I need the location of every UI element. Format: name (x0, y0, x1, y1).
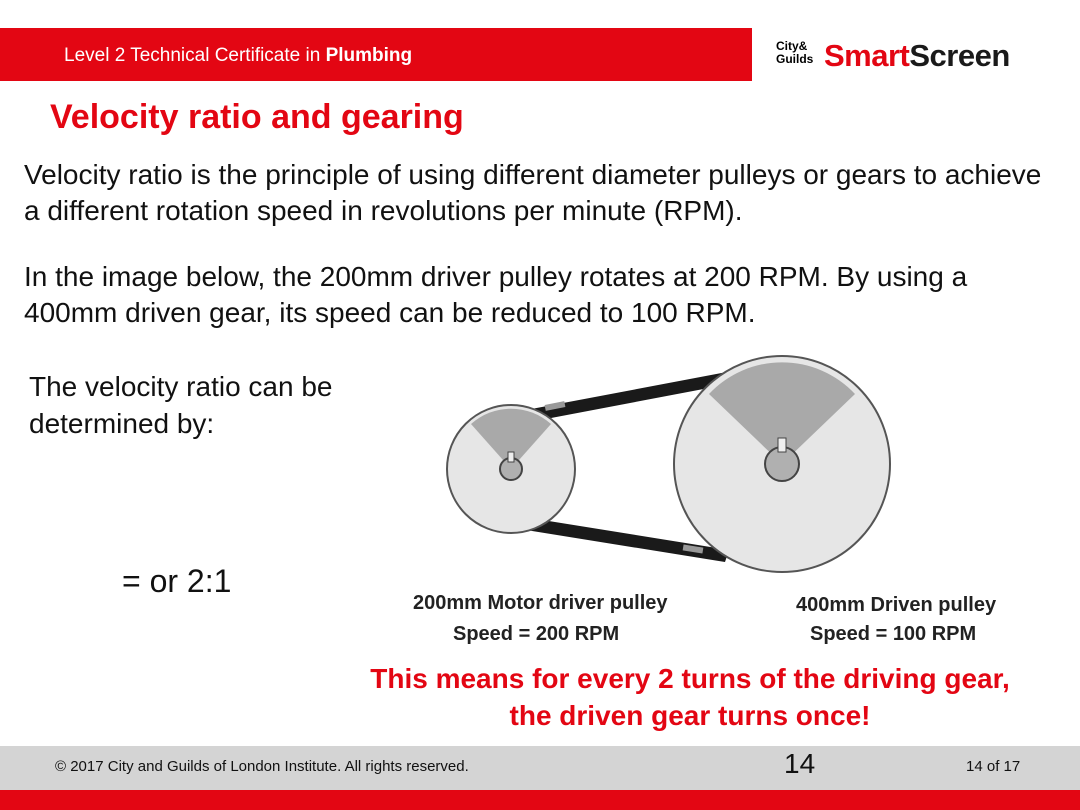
screen-text: Screen (909, 38, 1010, 73)
city-guilds-logo (776, 40, 820, 66)
smart-text: Smart (824, 38, 910, 73)
smartscreen-wordmark (824, 38, 1010, 74)
slide-title: Velocity ratio and gearing (50, 98, 464, 136)
bottom-bar (0, 790, 1080, 810)
velocity-ratio-text: The velocity ratio can be determined by: (29, 371, 333, 439)
footer (0, 746, 1080, 790)
driven-key (778, 438, 786, 452)
page-counter: 14 of 17 (966, 758, 1021, 775)
gear-note: This means for every 2 turns of the driving gear, the driven gear turns once! (370, 663, 1010, 731)
driver-key (508, 452, 514, 462)
header-bar (0, 28, 752, 81)
cg-line2: Guilds (776, 52, 814, 66)
slide-number: 14 (784, 748, 816, 779)
driven-pulley-label: 400mm Driven pulley (796, 594, 997, 616)
example-paragraph: In the image below, the 200mm driver pulley rotates at 200 RPM. By using a 400mm driven gear, its speed can be reduced to 100 RPM. (24, 261, 968, 328)
course-subject: Plumbing (325, 45, 413, 66)
cg-line1: City& (776, 39, 808, 53)
driver-speed-label: Speed = 200 RPM (453, 623, 620, 645)
course-prefix: Level 2 Technical Certificate in (64, 45, 321, 66)
driver-pulley-label: 200mm Motor driver pulley (413, 592, 668, 614)
course-title (64, 45, 412, 67)
intro-paragraph: Velocity ratio is the principle of using different diameter pulleys or gears to achieve a different rotation speed in revolutions per minute (RPM). (24, 159, 1042, 226)
ratio-equation: = or 2:1 (122, 563, 232, 599)
driven-speed-label: Speed = 100 RPM (810, 623, 977, 645)
pulley-diagram (405, 340, 925, 580)
copyright: © 2017 City and Guilds of London Institute. All rights reserved. (55, 758, 469, 775)
